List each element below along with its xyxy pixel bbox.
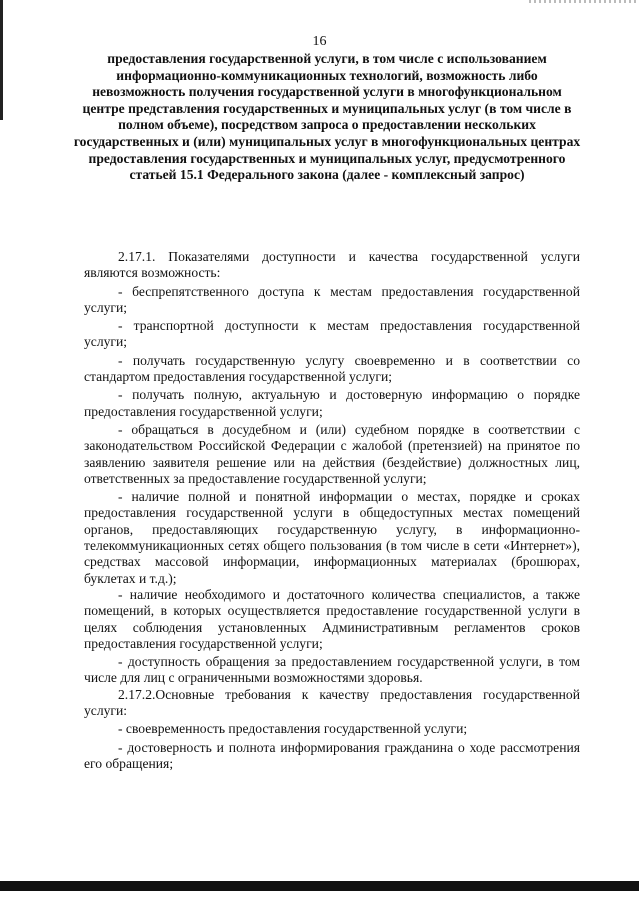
body-text — [84, 249, 580, 772]
list-item-info-availability: - наличие полной и понятной информации о местах, порядке и сроках предоставления государственной услуги в общедоступных местах помещений органов, предоставляющих государственную услугу, в информационно- телекоммуникационных сетях общего пользования (в том числе в сети «Интернет»), средствах массовой информации, информационных материалах (брошюрах, буклетах и т.д.); — [84, 489, 580, 586]
list-item-unobstructed-access: - беспрепятственного доступа к местам предоставления государственной услуги; — [84, 283, 580, 315]
list-item-specialists: - наличие необходимого и достаточного количества специалистов, а также помещений, в которых осуществляется предоставление государственной услуги в целях соблюдения установленных Административным регламентов сроков предоставления государственной услуги; — [84, 586, 580, 651]
section-heading: предоставления государственной услуги, в том числе с использованием информационно-коммуникационных технологий, возможность либо невозможность получения государственной услуги в многофункциональном центре представления государственных и муниципальных услуг (в том числе в полном объеме), посредством запроса о предоставлении нескольких государственных и (или) муниципальных услуг в многофункциональных центрах предоставления государственных и муниципальных услуг, предусмотренного статьей 15.1 Федерального закона (далее - комплексный запрос) — [73, 51, 581, 183]
list-item-transport-access: - транспортной доступности к местам предоставления государственной услуги; — [84, 318, 580, 350]
scan-top-noise — [529, 0, 639, 3]
paragraph-2-17-1: 2.17.1. Показателями доступности и качества государственной услуги являются возможность: — [84, 249, 580, 281]
paragraph-2-17-2: 2.17.2.Основные требования к качеству предоставления государственной услуги: — [84, 686, 580, 719]
list-item-timeliness: - своевременность предоставления государственной услуги; — [118, 721, 468, 737]
scan-left-edge — [0, 0, 3, 120]
list-item-appeal: - обращаться в досудебном и (или) судебном порядке в соответствии с законодательством Российской Федерации с жалобой (претензией) на принятое по заявлению заявителя решение или на действия (бездействие) должностных лиц, ответственных за предоставление государственной услуги; — [84, 421, 580, 486]
page-number: 16 — [312, 34, 327, 49]
list-item-information: - получать полную, актуальную и достоверную информацию о порядке предоставления государственной услуги; — [84, 387, 580, 419]
list-item-timely-service: - получать государственную услугу своевременно и в соответствии со стандартом предоставления государственной услуги; — [84, 352, 580, 385]
list-item-accessibility: - доступность обращения за предоставлением государственной услуги, в том числе для лиц с ограниченными возможностями здоровья. — [84, 654, 580, 686]
list-item-reliability: - достоверность и полнота информирования гражданина о ходе рассмотрения его обращения; — [84, 739, 580, 771]
scan-bottom-bar — [0, 881, 639, 891]
